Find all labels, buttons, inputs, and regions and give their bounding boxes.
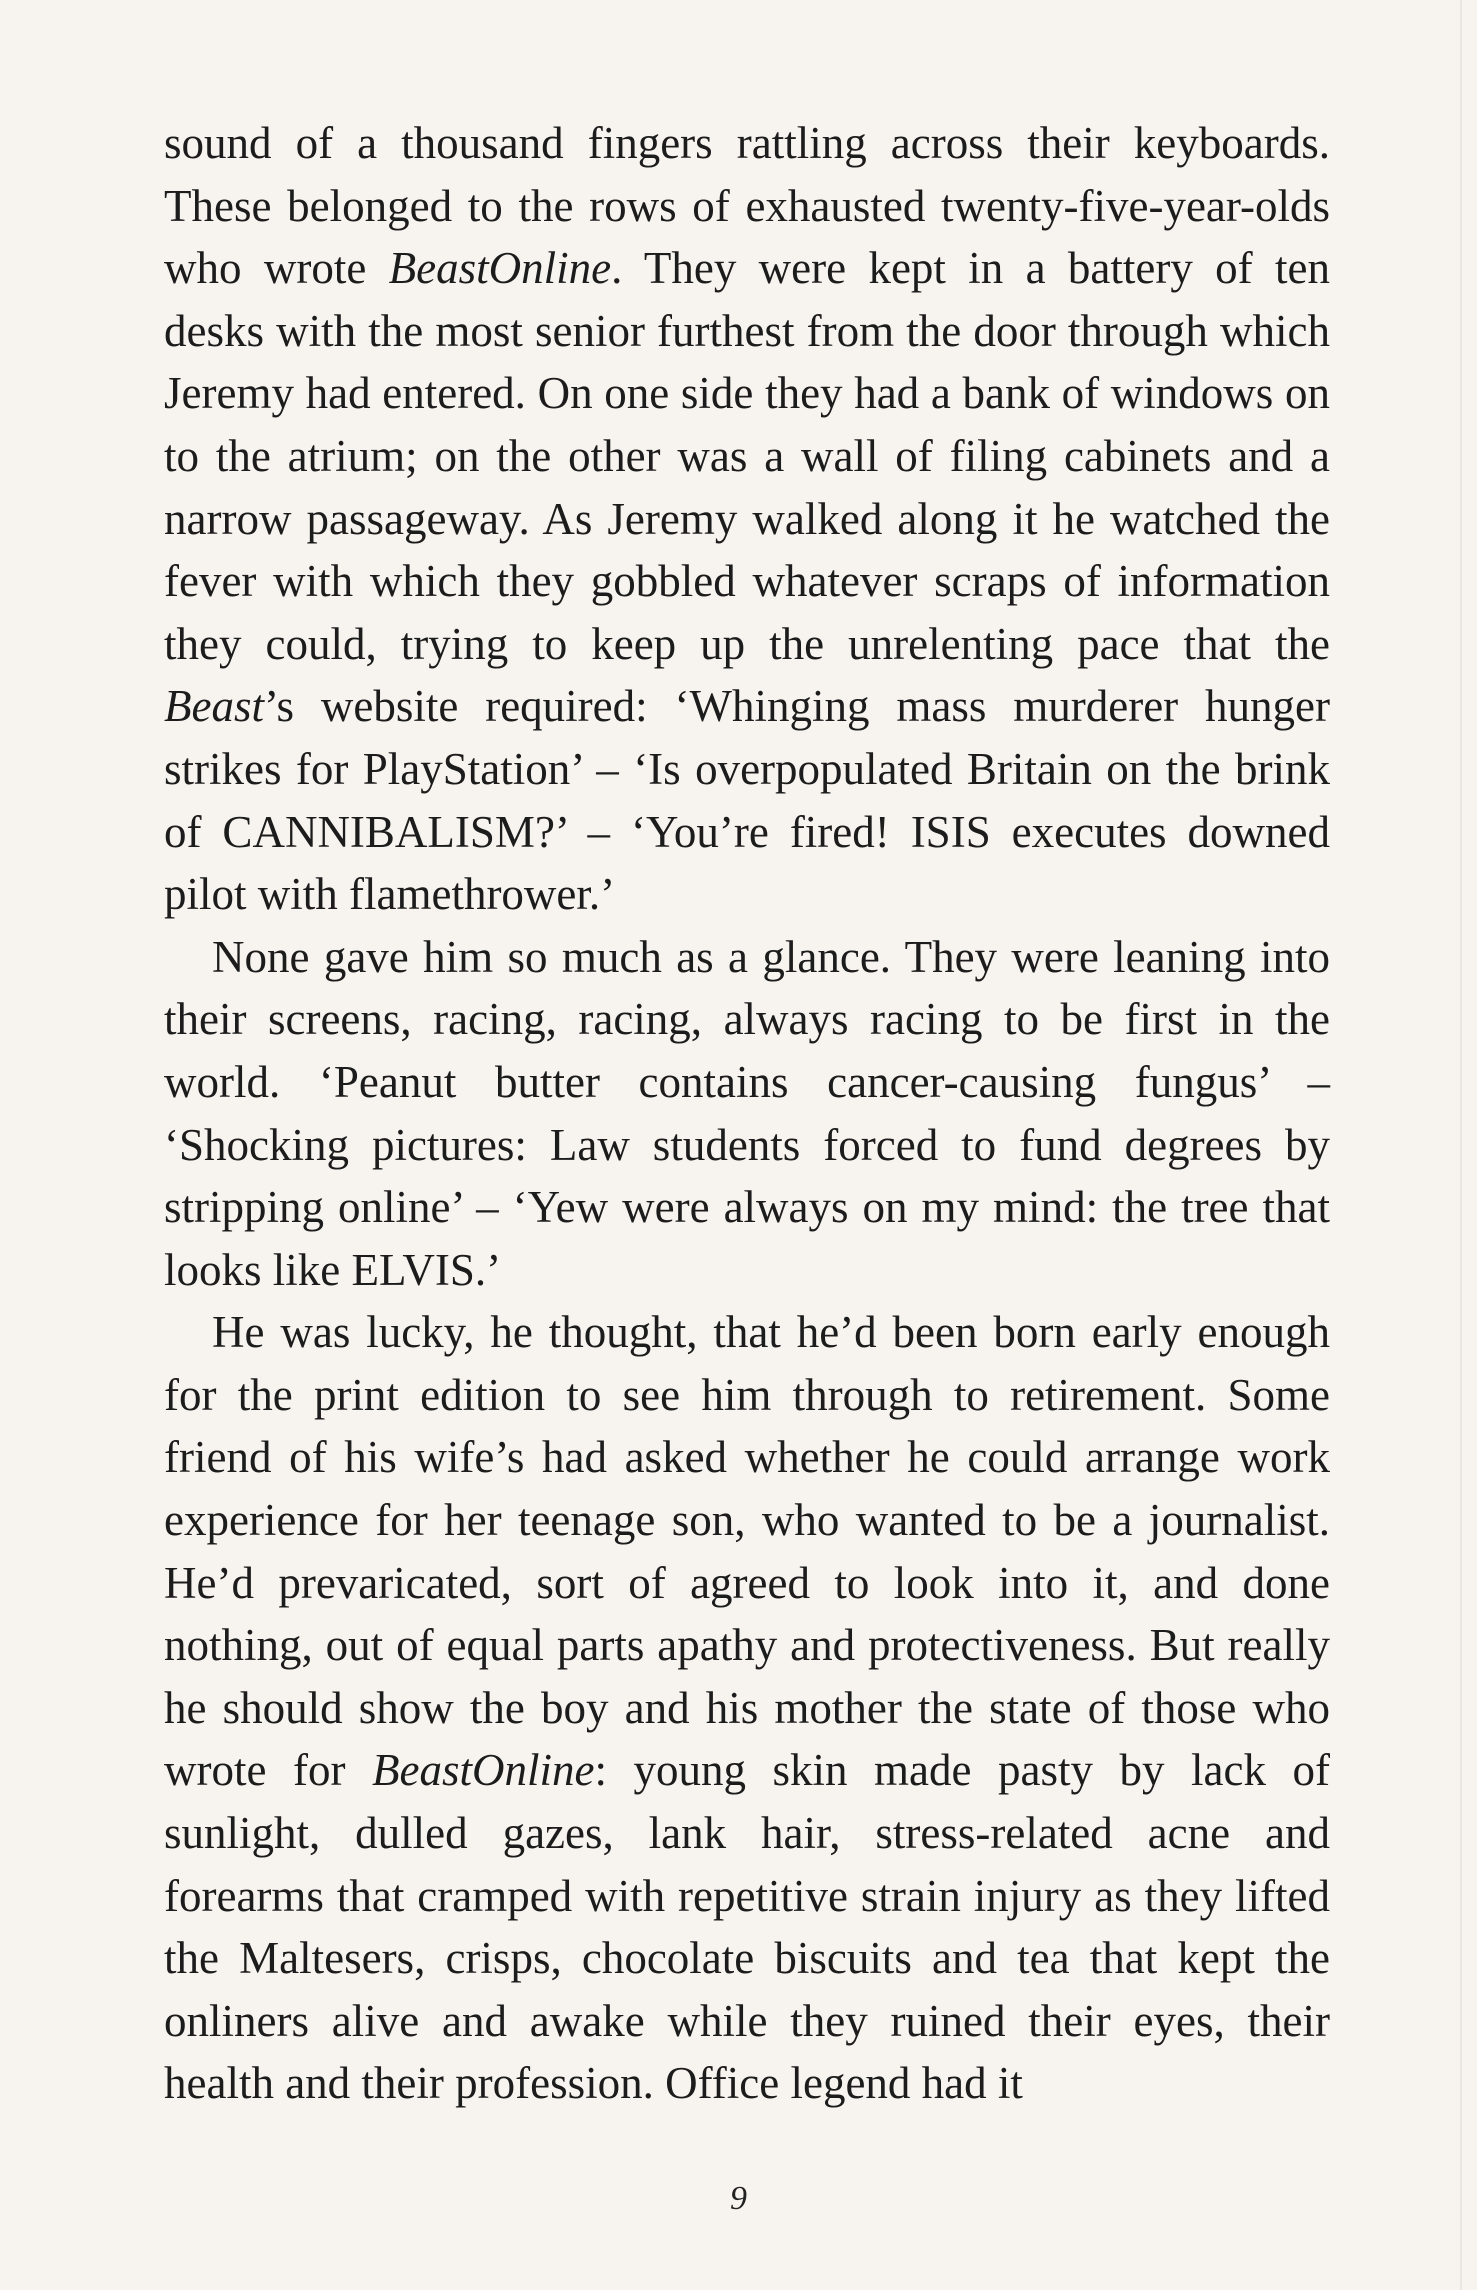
text-run: None gave him so much as a glance. They were leaning into their screens, racing, racing, always racing to be first in the world. ‘Peanut butter contains cancer-causing fungus’ – ‘Shocking pictures: Law students forced to fund degrees by stripping online’ – ‘Yew were always on my mind: the tree that looks like ELVIS.’ [164, 931, 1330, 1295]
italic-title-run: Beast [164, 681, 264, 732]
text-run: . They were kept in a battery of ten desks with the most senior furthest from the door through which Jeremy had entered. On one side they had a bank of windows on to the atrium; on the other was a wall of filing cabinets and a narrow passageway. As Jeremy walked along it he watched the fever with which they gobbled whatever scraps of information they could, trying to keep up the unrelenting pace that the [164, 243, 1330, 669]
text-run: : young skin made pasty by lack of sunlight, dulled gazes, lank hair, stress-related acne and forearms that cramped with repetitive strain injury as they lifted the Maltesers, crisps, chocolate biscuits and tea that kept the onliners alive and awake while they ruined their eyes, their health and their profession. Office legend had it [164, 1745, 1330, 2109]
text-run: sound of a thousand fingers rattling across their keyboards. These belonged to the rows of exhausted twenty-five-year-olds who wrote [164, 118, 1330, 294]
italic-title-run: BeastOnline [388, 243, 612, 294]
body-text [164, 112, 1330, 2115]
paragraph [164, 926, 1330, 1302]
text-run: ’s website required: ‘Whinging mass murderer hunger strikes for PlayStation’ – ‘Is overpopulated Britain on the brink of CANNIBALISM?’ – ‘You’re fired! ISIS executes downed pilot with flamethrower.’ [164, 681, 1330, 920]
paragraph [164, 1301, 1330, 2115]
paragraph [164, 112, 1330, 926]
page-number: 9 [730, 2180, 747, 2217]
page-edge-shadow [1460, 0, 1462, 2290]
italic-title-run: BeastOnline [371, 1745, 595, 1796]
text-run: He was lucky, he thought, that he’d been born early enough for the print edition to see him through to retirement. Some friend of his wife’s had asked whether he could arrange work experience for her teenage son, who wanted to be a journalist. He’d prevaricated, sort of agreed to look into it, and done nothing, out of equal parts apathy and protectiveness. But really he should show the boy and his mother the state of those who wrote for [164, 1307, 1330, 1796]
